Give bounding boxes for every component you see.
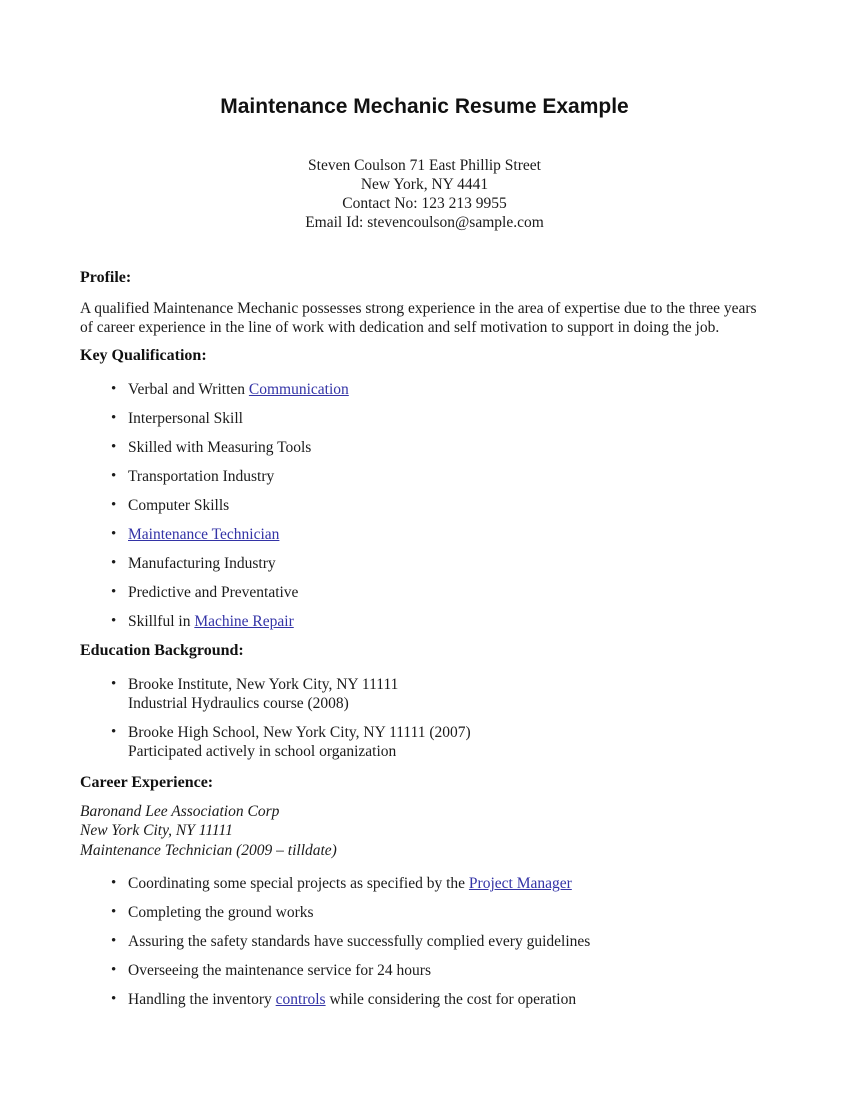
- list-item-text: Participated actively in school organization: [128, 742, 397, 760]
- list-item: [80, 675, 772, 713]
- list-item: [80, 723, 772, 761]
- list-item: [80, 932, 772, 951]
- list-item: [80, 409, 772, 428]
- key-qualification-list: [80, 380, 772, 631]
- employer-block: [80, 802, 772, 861]
- list-item-text: while considering the cost for operation: [325, 991, 577, 1009]
- list-item: [80, 612, 772, 631]
- contact-name-address: Steven Coulson 71 East Phillip Street: [308, 157, 541, 174]
- list-item-text: Brooke Institute, New York City, NY 11111: [128, 675, 399, 693]
- list-item: [80, 496, 772, 515]
- list-item: [80, 874, 772, 893]
- employer-job-title: Maintenance Technician (2009 – tilldate): [80, 841, 337, 859]
- list-item-text: Brooke High School, New York City, NY 11111 (2007): [128, 723, 471, 741]
- list-item-text: Completing the ground works: [128, 904, 314, 922]
- employer-name: Baronand Lee Association Corp: [80, 802, 280, 820]
- list-item-text: Skilled with Measuring Tools: [128, 438, 312, 456]
- education-heading: Education Background:: [80, 641, 244, 659]
- list-item-text: Assuring the safety standards have successfully complied every guidelines: [128, 933, 591, 951]
- list-item: [80, 903, 772, 922]
- key-qualification-heading: Key Qualification:: [80, 346, 207, 364]
- list-item-text: Transportation Industry: [128, 467, 275, 485]
- list-item: [80, 583, 772, 602]
- list-item: [80, 961, 772, 980]
- career-experience-heading: Career Experience:: [80, 773, 214, 791]
- list-item-text: Industrial Hydraulics course (2008): [128, 694, 349, 712]
- career-duties-list: [80, 874, 772, 1009]
- list-item-text: Verbal and Written: [128, 380, 249, 398]
- inline-link[interactable]: Maintenance Technician: [128, 525, 280, 543]
- inline-link[interactable]: controls: [275, 991, 326, 1009]
- document-body: [80, 268, 772, 1009]
- list-item-text: Computer Skills: [128, 496, 230, 514]
- list-item: [80, 990, 772, 1009]
- list-item: [80, 525, 772, 544]
- profile-text: A qualified Maintenance Mechanic possesses strong experience in the area of expertise due to the three years of career experience in the line of work with dedication and self motivation to support in doing the job.: [80, 300, 757, 337]
- document-title: Maintenance Mechanic Resume Example: [220, 95, 629, 118]
- list-item-text: Interpersonal Skill: [128, 409, 243, 427]
- education-list: [80, 675, 772, 761]
- inline-link[interactable]: Communication: [248, 380, 349, 398]
- profile-heading: Profile:: [80, 269, 132, 286]
- list-item: [80, 467, 772, 486]
- inline-link[interactable]: Machine Repair: [194, 612, 294, 630]
- inline-link[interactable]: Project Manager: [468, 875, 572, 893]
- list-item: [80, 380, 772, 399]
- contact-phone: Contact No: 123 213 9955: [342, 195, 507, 212]
- contact-email: Email Id: stevencoulson@sample.com: [305, 214, 544, 231]
- list-item-text: Coordinating some special projects as specified by the: [128, 875, 469, 893]
- list-item: [80, 554, 772, 573]
- list-item-text: Manufacturing Industry: [128, 554, 276, 572]
- list-item-text: Predictive and Preventative: [128, 583, 299, 601]
- contact-block: [0, 156, 849, 232]
- list-item-text: Skillful in: [128, 612, 195, 630]
- list-item: [80, 438, 772, 457]
- employer-location: New York City, NY 11111: [80, 822, 233, 840]
- list-item-text: Handling the inventory: [128, 991, 276, 1009]
- list-item-text: Overseeing the maintenance service for 24 hours: [128, 962, 431, 980]
- contact-city: New York, NY 4441: [360, 176, 489, 193]
